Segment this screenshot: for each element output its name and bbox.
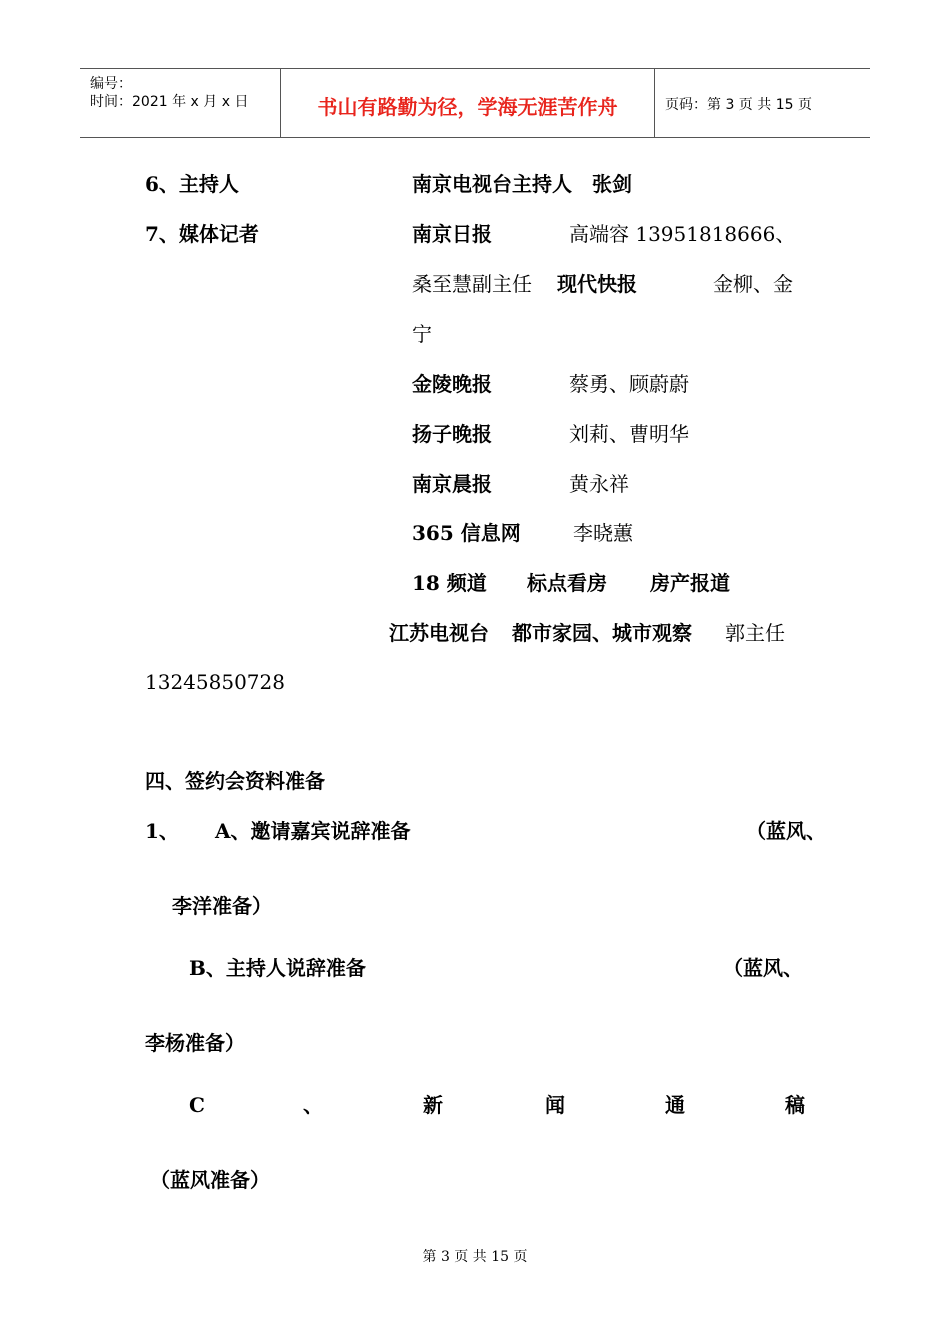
page-header (80, 68, 870, 138)
names-jstv: 郭主任 (725, 621, 785, 645)
outlet-ch18: 18 频道 (412, 571, 487, 595)
item1-b: B、主持人说辞准备 (189, 956, 366, 980)
item1-number: 1、 (145, 819, 179, 843)
outlet-nanjing-daily: 南京日报 (412, 222, 492, 246)
names-chenbao: 黄永祥 (569, 472, 629, 496)
item1-a-note: （蓝风、 (746, 819, 826, 843)
phone-jstv: 13245850728 (145, 670, 285, 694)
page-footer: 第 3 页 共 15 页 (422, 1249, 528, 1265)
outlet-modern-express: 现代快报 (557, 272, 637, 296)
column-ch18: 房产报道 (650, 571, 730, 595)
names-365: 李晓蕙 (573, 521, 633, 545)
outlet-365: 365 信息网 (412, 521, 521, 545)
item1-b-note: （蓝风、 (723, 956, 803, 980)
outlet-yangzi: 扬子晚报 (412, 422, 492, 446)
number-label: 编号： (90, 76, 132, 92)
show-ch18: 标点看房 (527, 571, 607, 595)
header-meta-cell (80, 69, 281, 137)
names-yangzi: 刘莉、曹明华 (569, 422, 689, 446)
outlet-chenbao: 南京晨报 (412, 472, 492, 496)
item1-a: A、邀请嘉宾说辞准备 (215, 819, 411, 843)
item1-c-char: 闻 (545, 1093, 565, 1117)
page-label: 页码：第 3 页 共 15 页 (665, 97, 812, 113)
item1-c-char: 新 (423, 1093, 443, 1117)
item1-c-char: C (189, 1093, 205, 1117)
item1-c-char: 通 (665, 1093, 685, 1117)
outlet-jstv: 江苏电视台 (389, 621, 489, 645)
item1-c-char: 、 (303, 1093, 323, 1117)
header-motto-cell (281, 69, 655, 137)
motto: 书山有路勤为径，学海无涯苦作舟 (317, 95, 618, 119)
item1-c-note: （蓝风准备） (150, 1168, 270, 1192)
header-page-cell (655, 69, 870, 137)
item1-a-note-end: 李洋准备） (172, 894, 272, 918)
time-label: 时间：2021 年 x 月 x 日 (90, 94, 249, 110)
names-modern-express-3: 宁 (412, 322, 432, 346)
names-jinling: 蔡勇、顾蔚蔚 (569, 372, 689, 396)
show-jstv: 都市家园、城市观察 (512, 621, 692, 645)
item1-c-char: 稿 (785, 1093, 805, 1117)
host-label: 6、主持人 (145, 172, 239, 196)
media-label: 7、媒体记者 (145, 222, 259, 246)
outlet-jinling: 金陵晚报 (412, 372, 492, 396)
names-modern-express-2: 金柳、金 (713, 272, 793, 296)
names-modern-express-1: 桑至慧副主任 (412, 272, 532, 296)
section4-title: 四、签约会资料准备 (145, 769, 325, 793)
host-value: 南京电视台主持人 张剑 (412, 172, 632, 196)
item1-b-note-end: 李杨准备） (145, 1031, 245, 1055)
names-nanjing-daily: 高端容 13951818666、 (569, 222, 796, 246)
